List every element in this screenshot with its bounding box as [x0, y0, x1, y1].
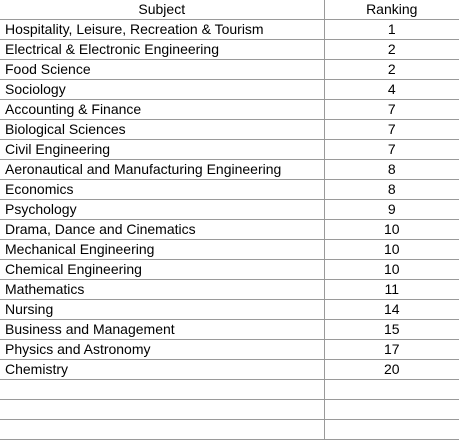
ranking-cell: 11	[324, 280, 459, 300]
subject-cell: Psychology	[0, 200, 324, 220]
ranking-cell: 15	[324, 320, 459, 340]
subject-cell: Physics and Astronomy	[0, 340, 324, 360]
subject-cell: Biological Sciences	[0, 120, 324, 140]
table-row	[0, 60, 459, 80]
subject-cell: Hospitality, Leisure, Recreation & Tourism	[0, 20, 324, 40]
ranking-cell: 1	[324, 20, 459, 40]
ranking-cell: 17	[324, 340, 459, 360]
ranking-cell: 8	[324, 160, 459, 180]
table-row	[0, 300, 459, 320]
subject-cell: Accounting & Finance	[0, 100, 324, 120]
table-row	[0, 100, 459, 120]
table-row	[0, 120, 459, 140]
empty-row	[0, 420, 459, 440]
subject-column-header: Subject	[0, 0, 324, 20]
subject-cell: Nursing	[0, 300, 324, 320]
ranking-cell: 20	[324, 360, 459, 380]
table-row	[0, 80, 459, 100]
table-row	[0, 320, 459, 340]
empty-cell	[0, 380, 324, 400]
table-row	[0, 20, 459, 40]
ranking-cell: 2	[324, 40, 459, 60]
empty-cell	[0, 400, 324, 420]
table-row	[0, 240, 459, 260]
table-row	[0, 160, 459, 180]
subject-cell: Drama, Dance and Cinematics	[0, 220, 324, 240]
subject-cell: Food Science	[0, 60, 324, 80]
table-row	[0, 40, 459, 60]
empty-cell	[0, 420, 324, 440]
table-row	[0, 180, 459, 200]
ranking-cell: 10	[324, 240, 459, 260]
table-row	[0, 200, 459, 220]
subject-cell: Chemical Engineering	[0, 260, 324, 280]
empty-row	[0, 380, 459, 400]
table-row	[0, 260, 459, 280]
ranking-cell: 7	[324, 100, 459, 120]
empty-cell	[324, 420, 459, 440]
subject-cell: Mathematics	[0, 280, 324, 300]
table-row	[0, 280, 459, 300]
ranking-column-header: Ranking	[324, 0, 459, 20]
ranking-cell: 4	[324, 80, 459, 100]
empty-row	[0, 400, 459, 420]
empty-cell	[324, 400, 459, 420]
subject-cell: Sociology	[0, 80, 324, 100]
ranking-cell: 9	[324, 200, 459, 220]
subject-cell: Business and Management	[0, 320, 324, 340]
table-body	[0, 20, 459, 440]
table-row	[0, 220, 459, 240]
ranking-cell: 10	[324, 220, 459, 240]
header-row	[0, 0, 459, 20]
subject-cell: Electrical & Electronic Engineering	[0, 40, 324, 60]
subject-cell: Economics	[0, 180, 324, 200]
ranking-cell: 10	[324, 260, 459, 280]
ranking-cell: 14	[324, 300, 459, 320]
subject-cell: Aeronautical and Manufacturing Engineering	[0, 160, 324, 180]
subject-cell: Civil Engineering	[0, 140, 324, 160]
subject-cell: Chemistry	[0, 360, 324, 380]
ranking-cell: 8	[324, 180, 459, 200]
table-row	[0, 140, 459, 160]
ranking-cell: 7	[324, 140, 459, 160]
empty-cell	[324, 380, 459, 400]
ranking-cell: 7	[324, 120, 459, 140]
ranking-cell: 2	[324, 60, 459, 80]
table-row	[0, 360, 459, 380]
subject-cell: Mechanical Engineering	[0, 240, 324, 260]
table-row	[0, 340, 459, 360]
